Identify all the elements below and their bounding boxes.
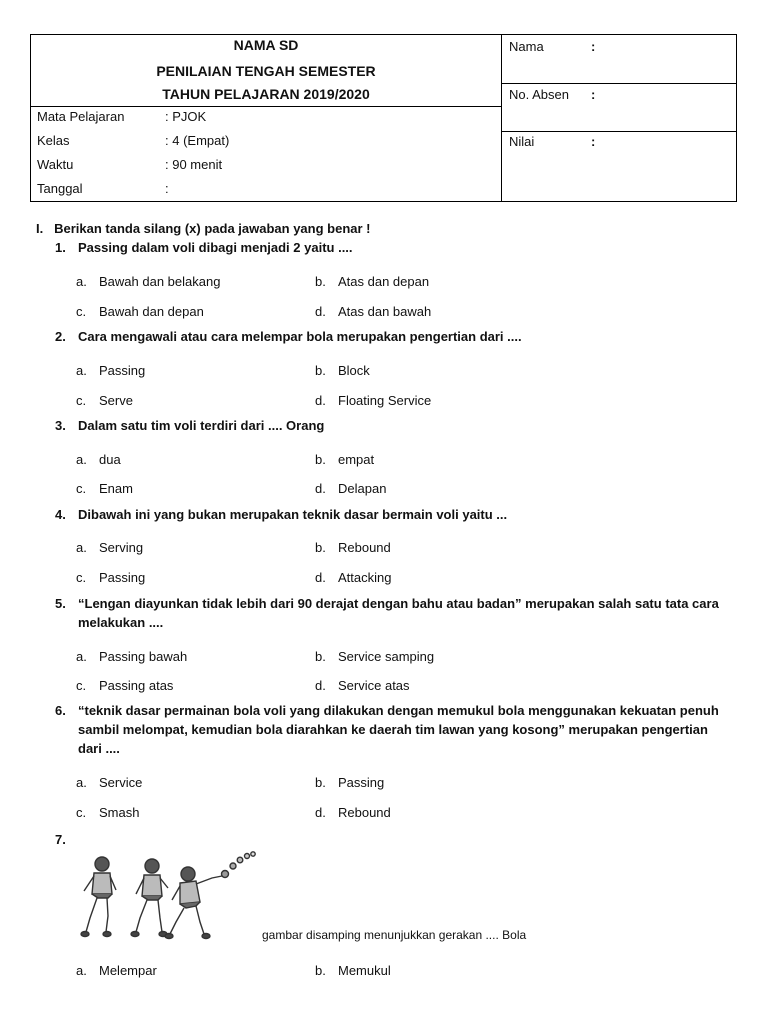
section-text: Berikan tanda silang (x) pada jawaban yang benar !	[54, 221, 371, 236]
info-value-date: :	[165, 181, 169, 196]
question-text: Dibawah ini yang bukan merupakan teknik dasar bermain voli yaitu ...	[78, 507, 508, 522]
info-label-date: Tanggal	[37, 181, 83, 196]
header-divider-right-1	[501, 83, 736, 84]
child-figure-1	[81, 857, 116, 937]
section-instruction	[36, 221, 371, 236]
question-4	[55, 505, 725, 524]
student-score-colon[interactable]: :	[591, 134, 596, 149]
q6-option-c[interactable]: c. Smash	[76, 805, 140, 820]
student-score-label: Nilai	[509, 134, 535, 149]
q4-option-d[interactable]: d. Attacking	[315, 570, 392, 585]
question-number: 2.	[55, 329, 66, 344]
info-label-subject: Mata Pelajaran	[37, 109, 125, 124]
q1-option-d[interactable]: d. Atas dan bawah	[315, 304, 432, 319]
q7-option-b[interactable]: b. Memukul	[315, 963, 391, 978]
ball-2	[230, 863, 236, 869]
q4-option-c[interactable]: c. Passing	[76, 570, 146, 585]
q1-option-b[interactable]: b. Atas dan depan	[315, 274, 430, 289]
question-2	[55, 327, 725, 346]
q2-option-b[interactable]: b. Block	[315, 363, 370, 378]
q2-option-a[interactable]: a. Passing	[76, 363, 146, 378]
q4-option-a[interactable]: a. Serving	[76, 540, 144, 555]
q3-option-c[interactable]: c. Enam	[76, 481, 133, 496]
q7-option-a[interactable]: a. Melempar	[76, 963, 157, 978]
ball-4	[245, 854, 250, 859]
ball-1	[222, 871, 229, 878]
section-number: I.	[36, 221, 44, 236]
header-divider-vertical	[501, 35, 502, 201]
q1-option-a[interactable]: a. Bawah dan belakang	[76, 274, 221, 289]
q4-option-b[interactable]: b. Rebound	[315, 540, 391, 555]
q2-option-c[interactable]: c. Serve	[76, 393, 133, 408]
info-value-subject: : PJOK	[165, 109, 207, 124]
q3-option-b[interactable]: b. empat	[315, 452, 375, 467]
question-text: Passing dalam voli dibagi menjadi 2 yaitu ....	[78, 240, 353, 255]
question-1	[55, 238, 725, 257]
q1-option-c[interactable]: c. Bawah dan depan	[76, 304, 204, 319]
ball-5	[251, 852, 255, 856]
throwing-figures-illustration	[72, 846, 262, 946]
question-5	[55, 594, 725, 632]
q5-option-a[interactable]: a. Passing bawah	[76, 649, 188, 664]
info-value-time: : 90 menit	[165, 157, 223, 172]
header-box	[30, 34, 737, 202]
q5-option-c[interactable]: c. Passing atas	[76, 678, 174, 693]
student-absen-label: No. Absen	[509, 87, 569, 102]
q6-option-b[interactable]: b. Passing	[315, 775, 385, 790]
question-text: “teknik dasar permainan bola voli yang dilakukan dengan memukul bola menggunakan kekuatan penuh sambil melompat, kemudian bola diarahkan ke daerah tim lawan yang kosong” merupakan pengertian dari ....	[78, 703, 719, 756]
student-name-colon[interactable]: :	[591, 39, 596, 54]
question-text: “Lengan diayunkan tidak lebih dari 90 derajat dengan bahu atau badan” merupakan salah satu tata cara melakukan ....	[78, 596, 719, 630]
info-label-time: Waktu	[37, 157, 74, 172]
student-name-label: Nama	[509, 39, 544, 54]
question-6	[55, 701, 725, 758]
school-name: NAMA SD	[233, 37, 299, 53]
ball-3	[237, 857, 243, 863]
q3-option-a[interactable]: a. dua	[76, 452, 121, 467]
info-label-class: Kelas	[37, 133, 70, 148]
question-number: 5.	[55, 596, 66, 611]
question-number: 6.	[55, 703, 66, 718]
info-value-class: : 4 (Empat)	[165, 133, 230, 148]
q5-option-d[interactable]: d. Service atas	[315, 678, 410, 693]
child-figure-2	[131, 859, 168, 937]
exam-title: PENILAIAN TENGAH SEMESTER	[156, 63, 376, 79]
question-number: 1.	[55, 240, 66, 255]
student-absen-colon[interactable]: :	[591, 87, 596, 102]
question-number: 4.	[55, 507, 66, 522]
question-number: 3.	[55, 418, 66, 433]
header-divider-left	[31, 106, 501, 107]
academic-year: TAHUN PELAJARAN 2019/2020	[162, 86, 370, 102]
q5-option-b[interactable]: b. Service samping	[315, 649, 435, 664]
question-3	[55, 416, 725, 435]
q6-option-d[interactable]: d. Rebound	[315, 805, 391, 820]
q2-option-d[interactable]: d. Floating Service	[315, 393, 432, 408]
question-7-caption: gambar disamping menunjukkan gerakan .... Bola	[262, 928, 527, 942]
question-number: 7.	[55, 832, 66, 847]
question-text: Cara mengawali atau cara melempar bola merupakan pengertian dari ....	[78, 329, 522, 344]
header-divider-right-2	[501, 131, 736, 132]
q3-option-d[interactable]: d. Delapan	[315, 481, 387, 496]
q6-option-a[interactable]: a. Service	[76, 775, 143, 790]
question-text: Dalam satu tim voli terdiri dari .... Orang	[78, 418, 325, 433]
child-figure-3	[165, 867, 222, 939]
